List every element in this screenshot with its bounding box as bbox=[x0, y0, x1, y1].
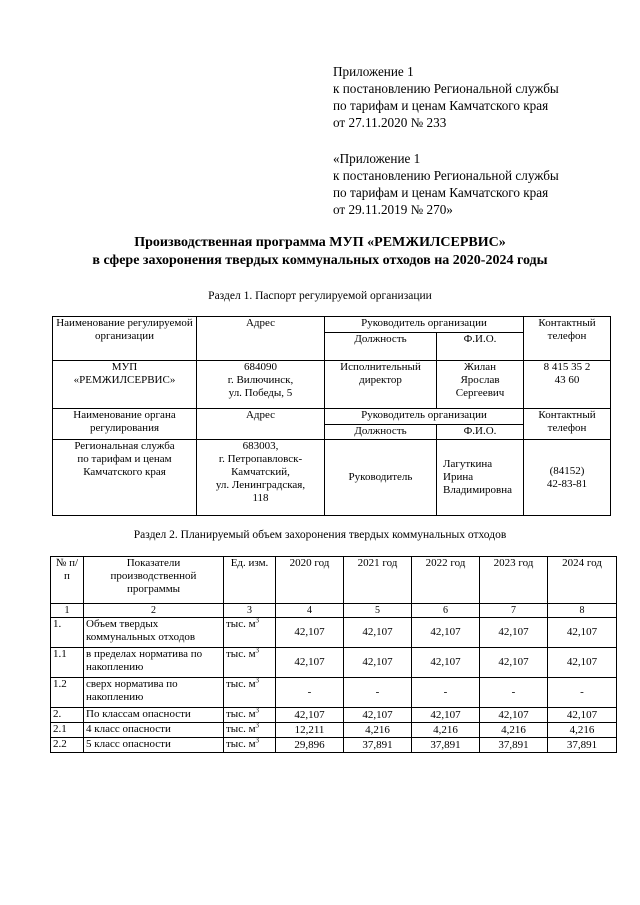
org-position-header: Должность bbox=[325, 333, 437, 361]
appendix-previous bbox=[333, 150, 559, 218]
row-value: 42,107 bbox=[548, 648, 617, 678]
row-number: 2.2 bbox=[51, 738, 84, 753]
row-value: 42,107 bbox=[276, 708, 344, 723]
row-value: 37,891 bbox=[480, 738, 548, 753]
row-value: 42,107 bbox=[412, 708, 480, 723]
row-number: 1.1 bbox=[51, 648, 84, 678]
reg-address-header: Адрес bbox=[197, 409, 325, 440]
year-header: 2021 год bbox=[344, 557, 412, 604]
row-indicator: в пределах норматива по накоплению bbox=[84, 648, 224, 678]
table-row bbox=[51, 708, 617, 723]
appendix-line: «Приложение 1 bbox=[333, 151, 421, 166]
row-value: 4,216 bbox=[548, 723, 617, 738]
row-indicator: 4 класс опасности bbox=[84, 723, 224, 738]
row-number: 1.2 bbox=[51, 678, 84, 708]
org-name-header: Наименование регулируемой организации bbox=[53, 317, 197, 361]
row-unit: тыс. $м^3$ bbox=[224, 738, 276, 753]
col-number: 6 bbox=[412, 604, 480, 618]
title-line-2: в сфере захоронения твердых коммунальных отходов на 2020-2024 годы bbox=[92, 253, 548, 268]
row-indicator: сверх норматива по накоплению bbox=[84, 678, 224, 708]
row-value: 42,107 bbox=[548, 618, 617, 648]
row-value: 42,107 bbox=[344, 618, 412, 648]
appendix-current bbox=[333, 63, 559, 131]
org-address-header: Адрес bbox=[197, 317, 325, 361]
row-indicator: По классам опасности bbox=[84, 708, 224, 723]
col-number: 1 bbox=[51, 604, 84, 618]
appendix-line: от 27.11.2020 № 233 bbox=[333, 115, 447, 130]
org-phone-cell: 8 415 35 2 43 60 bbox=[524, 361, 611, 409]
appendix-line: от 29.11.2019 № 270» bbox=[333, 202, 453, 217]
reg-phone-header: Контактный телефон bbox=[524, 409, 611, 440]
indicator-header: Показатели производственной программы bbox=[84, 557, 224, 604]
year-header: 2023 год bbox=[480, 557, 548, 604]
row-value: 42,107 bbox=[412, 648, 480, 678]
year-header: 2020 год bbox=[276, 557, 344, 604]
org-fio-header: Ф.И.О. bbox=[437, 333, 524, 361]
row-value: 42,107 bbox=[548, 708, 617, 723]
col-number: 3 bbox=[224, 604, 276, 618]
row-value: - bbox=[344, 678, 412, 708]
appendix-line: по тарифам и ценам Камчатского края bbox=[333, 98, 549, 113]
col-number: 5 bbox=[344, 604, 412, 618]
row-indicator: Объем твердых коммунальных отходов bbox=[84, 618, 224, 648]
row-number: 2.1 bbox=[51, 723, 84, 738]
reg-address-cell: 683003, г. Петропавловск- Камчатский, ул. Ленинградская, 118 bbox=[197, 440, 325, 516]
org-name-cell: МУП «РЕМЖИЛСЕРВИС» bbox=[53, 361, 197, 409]
num-header: № п/п bbox=[51, 557, 84, 604]
reg-position-cell: Руководитель bbox=[325, 440, 437, 516]
reg-fio-header: Ф.И.О. bbox=[437, 425, 524, 440]
section-1-heading: Раздел 1. Паспорт регулируемой организации bbox=[208, 290, 432, 302]
row-value: 4,216 bbox=[480, 723, 548, 738]
row-value: - bbox=[548, 678, 617, 708]
row-value: - bbox=[480, 678, 548, 708]
reg-name-header: Наименование органа регулирования bbox=[53, 409, 197, 440]
row-value: 42,107 bbox=[480, 648, 548, 678]
col-number: 4 bbox=[276, 604, 344, 618]
reg-phone-cell: (84152) 42-83-81 bbox=[524, 440, 611, 516]
appendix-line: Приложение 1 bbox=[333, 64, 414, 79]
passport-table bbox=[52, 316, 611, 516]
year-header: 2024 год bbox=[548, 557, 617, 604]
volume-table bbox=[50, 556, 617, 753]
row-value: 42,107 bbox=[480, 618, 548, 648]
col-number: 2 bbox=[84, 604, 224, 618]
org-fio-cell: Жилан Ярослав Сергеевич bbox=[437, 361, 524, 409]
row-value: 29,896 bbox=[276, 738, 344, 753]
row-value: 4,216 bbox=[412, 723, 480, 738]
appendix-line: к постановлению Региональной службы bbox=[333, 81, 559, 96]
row-unit: тыс. $м^3$ bbox=[224, 618, 276, 648]
row-number: 2. bbox=[51, 708, 84, 723]
unit-header: Ед. изм. bbox=[224, 557, 276, 604]
row-unit: тыс. $м^3$ bbox=[224, 723, 276, 738]
year-header: 2022 год bbox=[412, 557, 480, 604]
row-value: 42,107 bbox=[412, 618, 480, 648]
org-address-cell: 684090 г. Вилючинск, ул. Победы, 5 bbox=[197, 361, 325, 409]
row-value: 42,107 bbox=[276, 648, 344, 678]
row-value: 42,107 bbox=[344, 708, 412, 723]
table-row bbox=[51, 738, 617, 753]
appendix-line: по тарифам и ценам Камчатского края bbox=[333, 185, 549, 200]
col-number: 7 bbox=[480, 604, 548, 618]
row-value: 42,107 bbox=[276, 618, 344, 648]
row-indicator: 5 класс опасности bbox=[84, 738, 224, 753]
section-2-heading: Раздел 2. Планируемый объем захоронения твердых коммунальных отходов bbox=[133, 529, 507, 541]
table-row bbox=[51, 648, 617, 678]
row-value: 37,891 bbox=[548, 738, 617, 753]
org-position-cell: Исполнительный директор bbox=[325, 361, 437, 409]
org-phone-header: Контактный телефон bbox=[524, 317, 611, 361]
table-row bbox=[51, 678, 617, 708]
row-value: 42,107 bbox=[344, 648, 412, 678]
row-unit: тыс. $м^3$ bbox=[224, 678, 276, 708]
row-value: 12,211 bbox=[276, 723, 344, 738]
document-title bbox=[0, 234, 640, 270]
row-value: 37,891 bbox=[344, 738, 412, 753]
row-value: - bbox=[412, 678, 480, 708]
row-value: 42,107 bbox=[480, 708, 548, 723]
row-value: 4,216 bbox=[344, 723, 412, 738]
reg-fio-cell: Лагуткина Ирина Владимировна bbox=[437, 440, 524, 516]
row-number: 1. bbox=[51, 618, 84, 648]
row-unit: тыс. $м^3$ bbox=[224, 648, 276, 678]
reg-head-header: Руководитель организации bbox=[325, 409, 524, 425]
table-row bbox=[51, 618, 617, 648]
row-value: - bbox=[276, 678, 344, 708]
reg-position-header: Должность bbox=[325, 425, 437, 440]
reg-name-cell: Региональная служба по тарифам и ценам Камчатского края bbox=[53, 440, 197, 516]
title-line-1: Производственная программа МУП «РЕМЖИЛСЕРВИС» bbox=[134, 235, 506, 250]
col-number: 8 bbox=[548, 604, 617, 618]
row-unit: тыс. $м^3$ bbox=[224, 708, 276, 723]
table-row bbox=[51, 723, 617, 738]
org-head-header: Руководитель организации bbox=[325, 317, 524, 333]
appendix-line: к постановлению Региональной службы bbox=[333, 168, 559, 183]
row-value: 37,891 bbox=[412, 738, 480, 753]
